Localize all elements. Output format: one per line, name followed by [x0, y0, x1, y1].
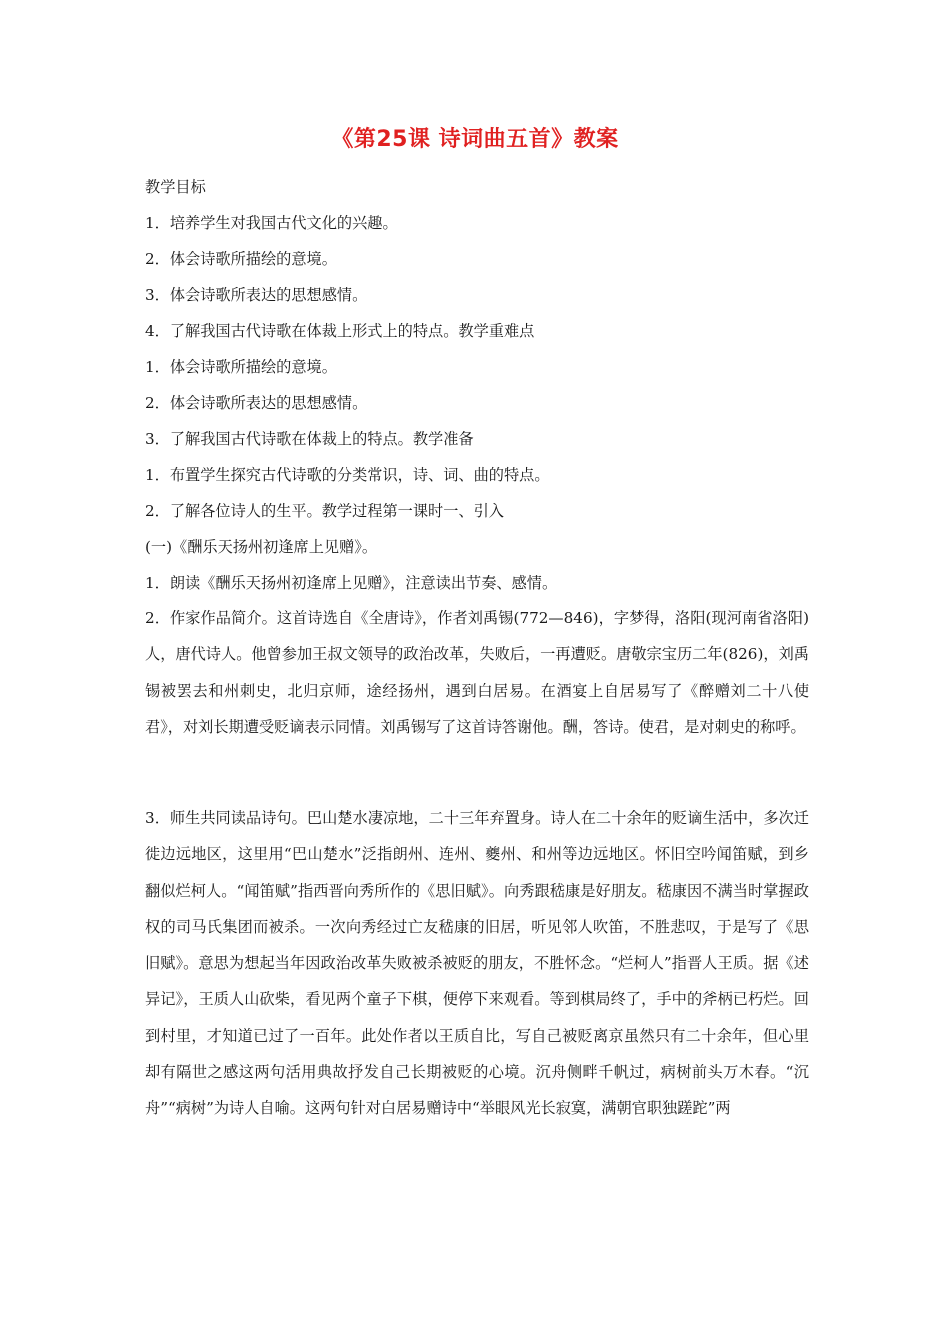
key-point-item: 1．体会诗歌所描绘的意境。 — [145, 358, 337, 376]
process-step: 1．朗读《酬乐天扬州初逢席上见赠》，注意读出节奏、感情。 — [145, 574, 558, 592]
key-point-item: 2．体会诗歌所表达的思想感情。 — [145, 394, 368, 412]
objective-item: 1．培养学生对我国古代文化的兴趣。 — [145, 214, 398, 232]
preparation-item: 1．布置学生探究古代诗歌的分类常识，诗、词、曲的特点。 — [145, 466, 550, 484]
section-heading-objectives: 教学目标 — [145, 178, 206, 196]
poem-section-heading: (一)《酬乐天扬州初逢席上见赠》。 — [145, 538, 378, 556]
objective-item: 2．体会诗歌所描绘的意境。 — [145, 250, 337, 268]
document-title: 《第25课 诗词曲五首》教案 — [331, 127, 619, 152]
verse-analysis-paragraph: 3．师生共同读品诗句。巴山楚水凄凉地，二十三年弃置身。诗人在二十余年的贬谪生活中，多次迁徙边远地区，这里用“巴山楚水”泛指朗州、连州、夔州、和州等边远地区。怀旧空吟闻笛赋，到乡翻似烂柯人。“闻笛赋”指西晋向秀所作的《思旧赋》。向秀跟嵇康是好朋友。嵇康因不满当时掌握政权的司马氏集团而被杀。一次向秀经过亡友嵇康的旧居，听见邻人吹笛，不胜悲叹，于是写了《思旧赋》。意思为想起当年因政治改革失败被杀被贬的朋友，不胜怀念。“烂柯人”指晋人王质。据《述异记》，王质人山砍柴，看见两个童子下棋，便停下来观看。等到棋局终了，手中的斧柄已朽烂。回到村里，才知道已过了一百年。此处作者以王质自比，写自己被贬离京虽然只有二十余年，但心里却有隔世之感这两句活用典故抒发自己长期被贬的心境。沉舟侧畔千帆过，病树前头万木春。“沉舟”“病树”为诗人自喻。这两句针对白居易赠诗中“举眼风光长寂寞，满朝官职独蹉跎”两 — [145, 809, 809, 1118]
author-intro-paragraph: 2．作家作品简介。这首诗选自《全唐诗》，作者刘禹锡(772—846)，字梦得，洛阳(现河南省洛阳)人，唐代诗人。他曾参加王叔文领导的政治改革，失败后，一再遭贬。唐敬宗宝历二年(826)，刘禹锡被罢去和州刺史，北归京师，途经扬州，遇到白居易。在酒宴上自居易写了《醉赠刘二十八使君》，对刘长期遭受贬谪表示同情。刘禹锡写了这首诗答谢他。酬，答诗。使君，是对刺史的称呼。 — [145, 609, 809, 736]
objective-item: 3．体会诗歌所表达的思想感情。 — [145, 286, 368, 304]
key-point-item: 3．了解我国古代诗歌在体裁上的特点。教学准备 — [145, 430, 474, 448]
preparation-item: 2．了解各位诗人的生平。教学过程第一课时一、引入 — [145, 502, 504, 520]
objective-item: 4．了解我国古代诗歌在体裁上形式上的特点。教学重难点 — [145, 322, 535, 340]
